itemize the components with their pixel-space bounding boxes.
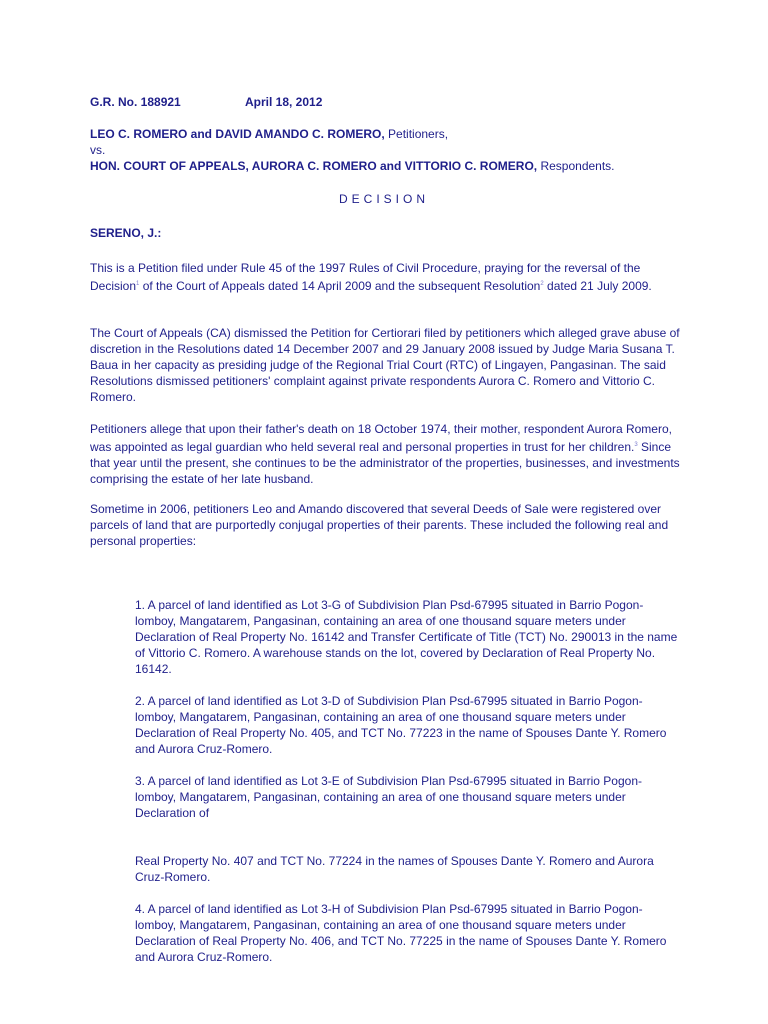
petitioners-names: LEO C. ROMERO and DAVID AMANDO C. ROMERO, bbox=[90, 127, 385, 141]
decision-title: DECISION bbox=[338, 192, 429, 206]
paragraph-3 bbox=[90, 421, 685, 487]
respondents-line bbox=[90, 158, 710, 174]
respondents-label: Respondents. bbox=[540, 159, 615, 173]
paragraph-3-text-b: Since that year until the present, she continues to be the administrator of the properties, businesses, and investments comprising the estate of her late husband. bbox=[90, 440, 680, 486]
case-parties bbox=[90, 126, 710, 174]
paragraph-4: Sometime in 2006, petitioners Leo and Amando discovered that several Deeds of Sale were registered over parcels of land that are purportedly conjugal properties of their parents. These included the following real and personal properties: bbox=[90, 502, 669, 548]
footnote-ref-3[interactable]: 3 bbox=[634, 442, 638, 448]
petitioners-line bbox=[90, 126, 710, 142]
paragraph-1-text-a: This is a Petition filed under Rule 45 of the 1997 Rules of Civil Procedure, praying for the reversal of the Decision bbox=[90, 261, 641, 293]
petitioners-label: Petitioners, bbox=[388, 127, 449, 141]
list-item: 1. A parcel of land identified as Lot 3-G of Subdivision Plan Psd-67995 situated in Barrio Pogon-lomboy, Mangatarem, Pangasinan, containing an area of one thousand square meters under Declaration of Real Property No. 16142 and Transfer Certificate of Title (TCT) No. 290013 in the name of Vittorio C. Romero. A warehouse stands on the lot, covered by Declaration of Real Property No. 16142. bbox=[135, 598, 678, 676]
list-item: 4. A parcel of land identified as Lot 3-H of Subdivision Plan Psd-67995 situated in Barrio Pogon-lomboy, Mangatarem, Pangasinan, containing an area of one thousand square meters under Declaration of Real Property No. 406, and TCT No. 77225 in the name of Spouses Dante Y. Romero and Aurora Cruz-Romero. bbox=[135, 902, 667, 964]
paragraph-1-text-c: dated 21 July 2009. bbox=[543, 279, 652, 293]
ponente: SERENO, J.: bbox=[90, 226, 162, 240]
versus: vs. bbox=[90, 143, 106, 157]
gr-number: G.R. No. 188921 bbox=[90, 95, 181, 109]
footnote-ref-1[interactable]: 1 bbox=[136, 281, 140, 287]
list-item: 3. A parcel of land identified as Lot 3-E of Subdivision Plan Psd-67995 situated in Barrio Pogon-lomboy, Mangatarem, Pangasinan, containing an area of one thousand square meters under Declaration of bbox=[135, 774, 642, 820]
list-item: 2. A parcel of land identified as Lot 3-D of Subdivision Plan Psd-67995 situated in Barrio Pogon-lomboy, Mangatarem, Pangasinan, containing an area of one thousand square meters under Declaration of Real Property No. 405, and TCT No. 77223 in the name of Spouses Dante Y. Romero and Aurora Cruz-Romero. bbox=[135, 694, 667, 756]
footnote-ref-2[interactable]: 2 bbox=[540, 281, 544, 287]
list-item-continuation: Real Property No. 407 and TCT No. 77224 in the names of Spouses Dante Y. Romero and Aurora Cruz-Romero. bbox=[135, 854, 654, 884]
property-list bbox=[135, 597, 680, 981]
decision-date: April 18, 2012 bbox=[245, 95, 323, 109]
respondents-names: HON. COURT OF APPEALS, AURORA C. ROMERO and VITTORIO C. ROMERO, bbox=[90, 159, 538, 173]
paragraph-2: The Court of Appeals (CA) dismissed the Petition for Certiorari filed by petitioners which alleged grave abuse of discretion in the Resolutions dated 14 December 2007 and 29 January 2008 issued by Judge Maria Susana T. Baua in her capacity as presiding judge of the Regional Trial Court (RTC) of Lingayen, Pangasinan. The said Resolutions dismissed petitioners' complaint against private respondents Aurora C. Romero and Vittorio C. Romero. bbox=[90, 326, 680, 404]
paragraph-3-text-a: Petitioners allege that upon their father's death on 18 October 1974, their mother, respondent Aurora Romero, was appointed as legal guardian who held several real and personal properties in trust for her children. bbox=[90, 422, 672, 454]
paragraph-1 bbox=[90, 260, 685, 294]
paragraph-1-text-b: of the Court of Appeals dated 14 April 2009 and the subsequent Resolution bbox=[139, 279, 541, 293]
